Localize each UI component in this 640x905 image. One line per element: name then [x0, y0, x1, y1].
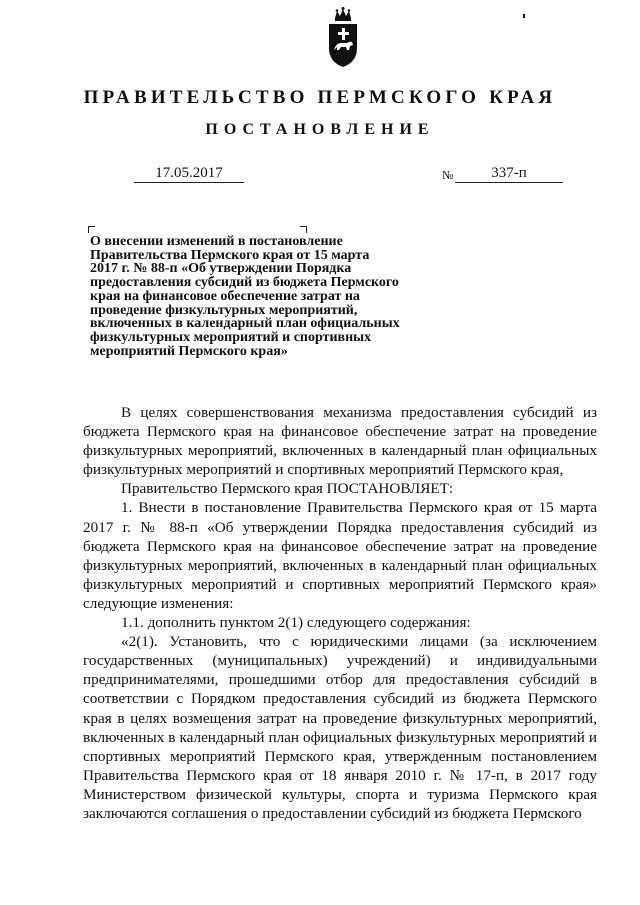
government-title: ПРАВИТЕЛЬСТВО ПЕРМСКОГО КРАЯ	[83, 87, 557, 108]
document-number: 337-п	[455, 165, 563, 183]
body-paragraph-item-1-1: 1.1. дополнить пунктом 2(1) следующего содержания:	[121, 614, 471, 632]
body-paragraph-resolution: Правительство Пермского края ПОСТАНОВЛЯЕТ:	[121, 480, 454, 498]
scan-artifact-mark	[523, 14, 525, 18]
subject-corner-mark-right	[300, 226, 307, 233]
document-body	[83, 403, 597, 823]
body-paragraph-item-1: 1. Внести в постановление Правительства Пермского края от 15 марта 2017 г. № 88-п «Об утверждении Порядка предоставления субсидий из бюджета Пермского края на финансовое обеспечение затрат на проведение физкультурных мероприятий, включенных в календарный план официальных физкультурных мероприятий и спортивных мероприятий Пермского края» следующие изменения:	[83, 499, 597, 612]
document-subject: О внесении изменений в постановление Правительства Пермского края от 15 марта 2017 г. № 88-п «Об утверждении Порядка предоставления субсидий из бюджета Пермского края на финансовое обеспечение затрат на проведение физкультурных мероприятий, включенных в календарный план официальных физкультурных мероприятий и спортивных мероприятий Пермского края»	[90, 234, 400, 359]
document-date: 17.05.2017	[134, 165, 244, 183]
coat-of-arms-emblem	[326, 6, 360, 68]
body-paragraph-item-2-1: «2(1). Установить, что с юридическими лицами (за исключением государственных (муниципальных) учреждений) и индивидуальными предпринимателями, прошедшими отбор для предоставления субсидий в соответствии с Порядком предоставления субсидий из бюджета Пермского края в целях возмещения затрат на проведение физкультурных мероприятий, включенных в календарный план официальных физкультурных мероприятий и спортивных мероприятий Пермского края, утвержденным постановлением Правительства Пермского края от 18 января 2010 г. № 17-п, в 2017 году Министерством физической культуры, спорта и туризма Пермского края заключаются соглашения о предоставлении субсидий из бюджета Пермского	[83, 633, 597, 822]
subject-corner-mark-left	[88, 226, 95, 233]
number-label: №	[442, 168, 454, 182]
body-paragraph-preamble: В целях совершенствования механизма предоставления субсидий из бюджета Пермского края на финансовое обеспечение затрат на проведение физкультурных мероприятий, включенных в календарный план официальных физкультурных мероприятий и спортивных мероприятий Пермского края,	[83, 404, 597, 479]
document-type-title: ПОСТАНОВЛЕНИЕ	[205, 121, 435, 138]
